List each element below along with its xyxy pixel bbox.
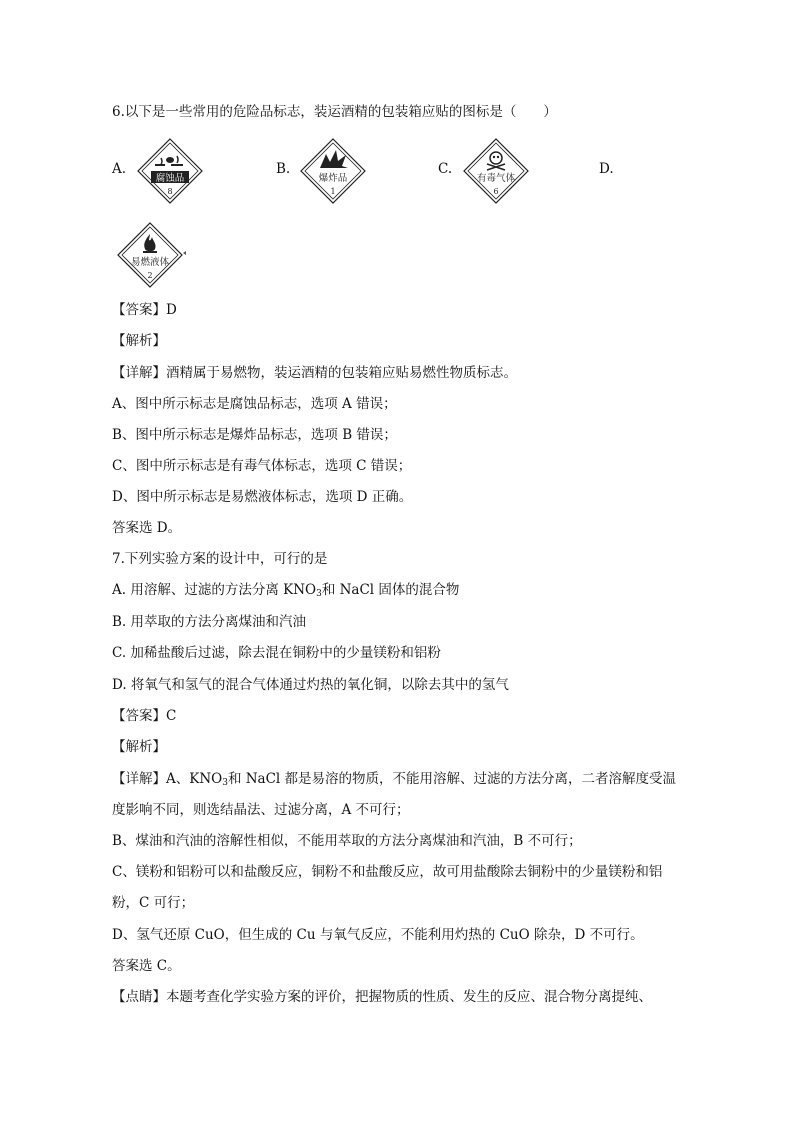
q7-option-a-sub: 3 — [316, 589, 322, 599]
explosive-label: 爆炸品 — [318, 173, 348, 184]
q7-line-c1: C、镁粉和铝粉可以和盐酸反应，铜粉不和盐酸反应，故可用盐酸除去铜粉中的少量镁粉和铝 — [112, 864, 663, 880]
q7-analysis-heading: 【解析】 — [112, 739, 166, 755]
flammable-liquid-sign — [117, 222, 187, 288]
q7-detail — [112, 770, 676, 792]
q7-option-c: C. 加稀盐酸后过滤，除去混在铜粉中的少量镁粉和铝粉 — [112, 645, 441, 661]
q7-option-d: D. 将氧气和氢气的混合气体通过灼热的氧化铜，以除去其中的氢气 — [112, 677, 509, 693]
q6-option-d-letter: D. — [599, 161, 614, 177]
q7-detail-post: 和 NaCl 都是易溶的物质，不能用溶解、过滤的方法分离，二者溶解度受温 — [227, 771, 677, 787]
q6-stem: 6.以下是一些常用的危险品标志，装运酒精的包装箱应贴的图标是（ ） — [112, 104, 557, 120]
q6-detail: 【详解】酒精属于易燃物，装运酒精的包装箱应贴易燃性物质标志。 — [112, 365, 517, 381]
q7-line-b: B、煤油和汽油的溶解性相似，不能用萃取的方法分离煤油和汽油，B 不可行； — [112, 833, 582, 849]
corrosive-label: 腐蚀品 — [155, 173, 185, 184]
flammable-liquid-label: 易燃液体 — [130, 257, 170, 268]
q6-conclusion: 答案选 D。 — [112, 520, 182, 536]
q7-option-a — [112, 581, 459, 603]
corrosive-number: 8 — [167, 187, 173, 196]
q6-answer: 【答案】D — [112, 302, 177, 318]
q7-detail-cont: 度影响不同，则选结晶法、过滤分离，A 不可行； — [112, 802, 410, 818]
q7-note: 【点睛】本题考查化学实验方案的评价，把握物质的性质、发生的反应、混合物分离提纯、 — [112, 989, 652, 1005]
q6-line-c: C、图中所示标志是有毒气体标志，选项 C 错误； — [112, 458, 412, 474]
q6-analysis-heading: 【解析】 — [112, 333, 166, 349]
explosive-sign — [300, 138, 366, 204]
q7-conclusion: 答案选 C。 — [112, 958, 181, 974]
q7-detail-sub: 3 — [222, 778, 228, 788]
q7-option-a-pre: A. 用溶解、过滤的方法分离 KNO — [112, 582, 317, 598]
q7-detail-pre: 【详解】A、KNO — [112, 771, 223, 787]
q7-line-c2: 粉，C 可行； — [112, 895, 195, 911]
q6-option-b-letter: B. — [276, 161, 291, 177]
toxic-gas-label: 有毒气体 — [476, 173, 516, 184]
q7-option-a-post: 和 NaCl 固体的混合物 — [321, 582, 460, 598]
toxic-gas-number: 6 — [493, 187, 499, 196]
flammable-liquid-number: 2 — [147, 271, 153, 280]
explosive-number: 1 — [330, 187, 336, 196]
corrosive-sign — [137, 138, 203, 204]
q7-stem: 7.下列实验方案的设计中，可行的是 — [112, 551, 328, 567]
q6-line-b: B、图中所示标志是爆炸品标志，选项 B 错误； — [112, 427, 397, 443]
q7-answer: 【答案】C — [112, 708, 177, 724]
q7-line-d: D、氢气还原 CuO，但生成的 Cu 与氧气反应，不能利用灼热的 CuO 除杂，D 不可行。 — [112, 927, 644, 943]
q6-option-c-letter: C. — [438, 161, 453, 177]
q6-line-d: D、图中所示标志是易燃液体标志，选项 D 正确。 — [112, 489, 413, 505]
q6-option-a-letter: A. — [112, 161, 127, 177]
q6-line-a: A、图中所示标志是腐蚀品标志，选项 A 错误； — [112, 396, 397, 412]
q7-option-b: B. 用萃取的方法分离煤油和汽油 — [112, 614, 307, 630]
toxic-gas-sign — [463, 138, 529, 204]
